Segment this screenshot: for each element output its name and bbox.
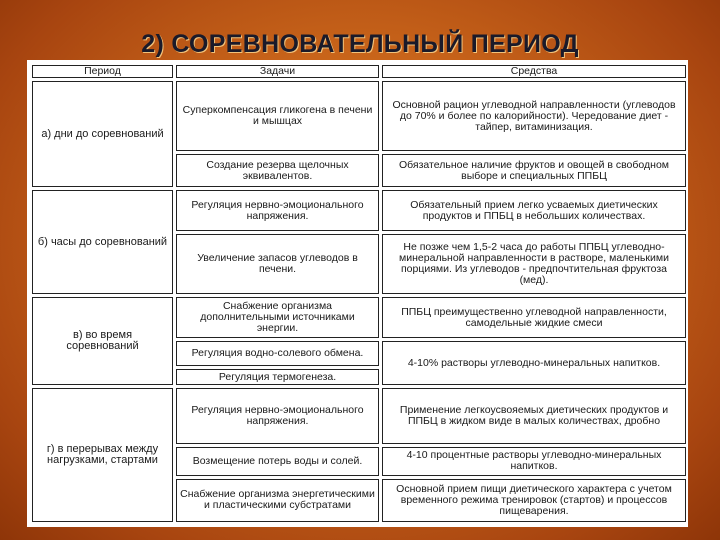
period-cell: в) во время соревнований — [32, 297, 173, 385]
means-cell: Не позже чем 1,5-2 часа до работы ППБЦ углеводно-минеральной направленности в растворе, маленькими порциями. Из углеводов - предпочтительная фруктоза (мед). — [382, 234, 686, 294]
task-cell: Регуляция термогенеза. — [176, 369, 379, 385]
task-cell: Регуляция водно-солевого обмена. — [176, 341, 379, 366]
means-cell: 4-10% растворы углеводно-минеральных напитков. — [382, 341, 686, 385]
means-cell: Основной прием пищи диетического характера с учетом временного режима тренировок (стартов) и процессов пищеварения. — [382, 479, 686, 522]
task-cell: Увеличение запасов углеводов в печени. — [176, 234, 379, 294]
task-cell: Снабжение организма дополнительными источниками энергии. — [176, 297, 379, 338]
means-cell: 4-10 процентные растворы углеводно-минеральных напитков. — [382, 447, 686, 476]
task-cell: Снабжение организма энергетическими и пластическими субстратами — [176, 479, 379, 522]
competition-period-table — [29, 62, 689, 525]
header-means: Средства — [382, 65, 686, 78]
period-cell: б) часы до соревнований — [32, 190, 173, 294]
task-cell: Регуляция нервно-эмоционального напряжения. — [176, 388, 379, 444]
task-cell: Возмещение потерь воды и солей. — [176, 447, 379, 476]
schedule-table-image — [27, 60, 688, 527]
header-tasks: Задачи — [176, 65, 379, 78]
means-cell: ППБЦ преимущественно углеводной направленности, самодельные жидкие смеси — [382, 297, 686, 338]
task-cell: Создание резерва щелочных эквивалентов. — [176, 154, 379, 187]
page-title: 2) СОРЕВНОВАТЕЛЬНЫЙ ПЕРИОД — [141, 30, 579, 58]
period-cell: а) дни до соревнований — [32, 81, 173, 187]
means-cell: Применение легкоусвояемых диетических продуктов и ППБЦ в жидком виде в малых количествах, дробно — [382, 388, 686, 444]
means-cell: Обязательный прием легко усваемых диетических продуктов и ППБЦ в небольших количествах. — [382, 190, 686, 231]
means-cell: Основной рацион углеводной направленности (углеводов до 70% и более по калорийности). Чередование диет - тайпер, витаминизация. — [382, 81, 686, 151]
task-cell: Регуляция нервно-эмоционального напряжения. — [176, 190, 379, 231]
means-cell: Обязательное наличие фруктов и овощей в свободном выборе и специальных ППБЦ — [382, 154, 686, 187]
task-cell: Суперкомпенсация гликогена в печени и мышцах — [176, 81, 379, 151]
period-cell: г) в перерывах между нагрузками, стартами — [32, 388, 173, 522]
header-period: Период — [32, 65, 173, 78]
